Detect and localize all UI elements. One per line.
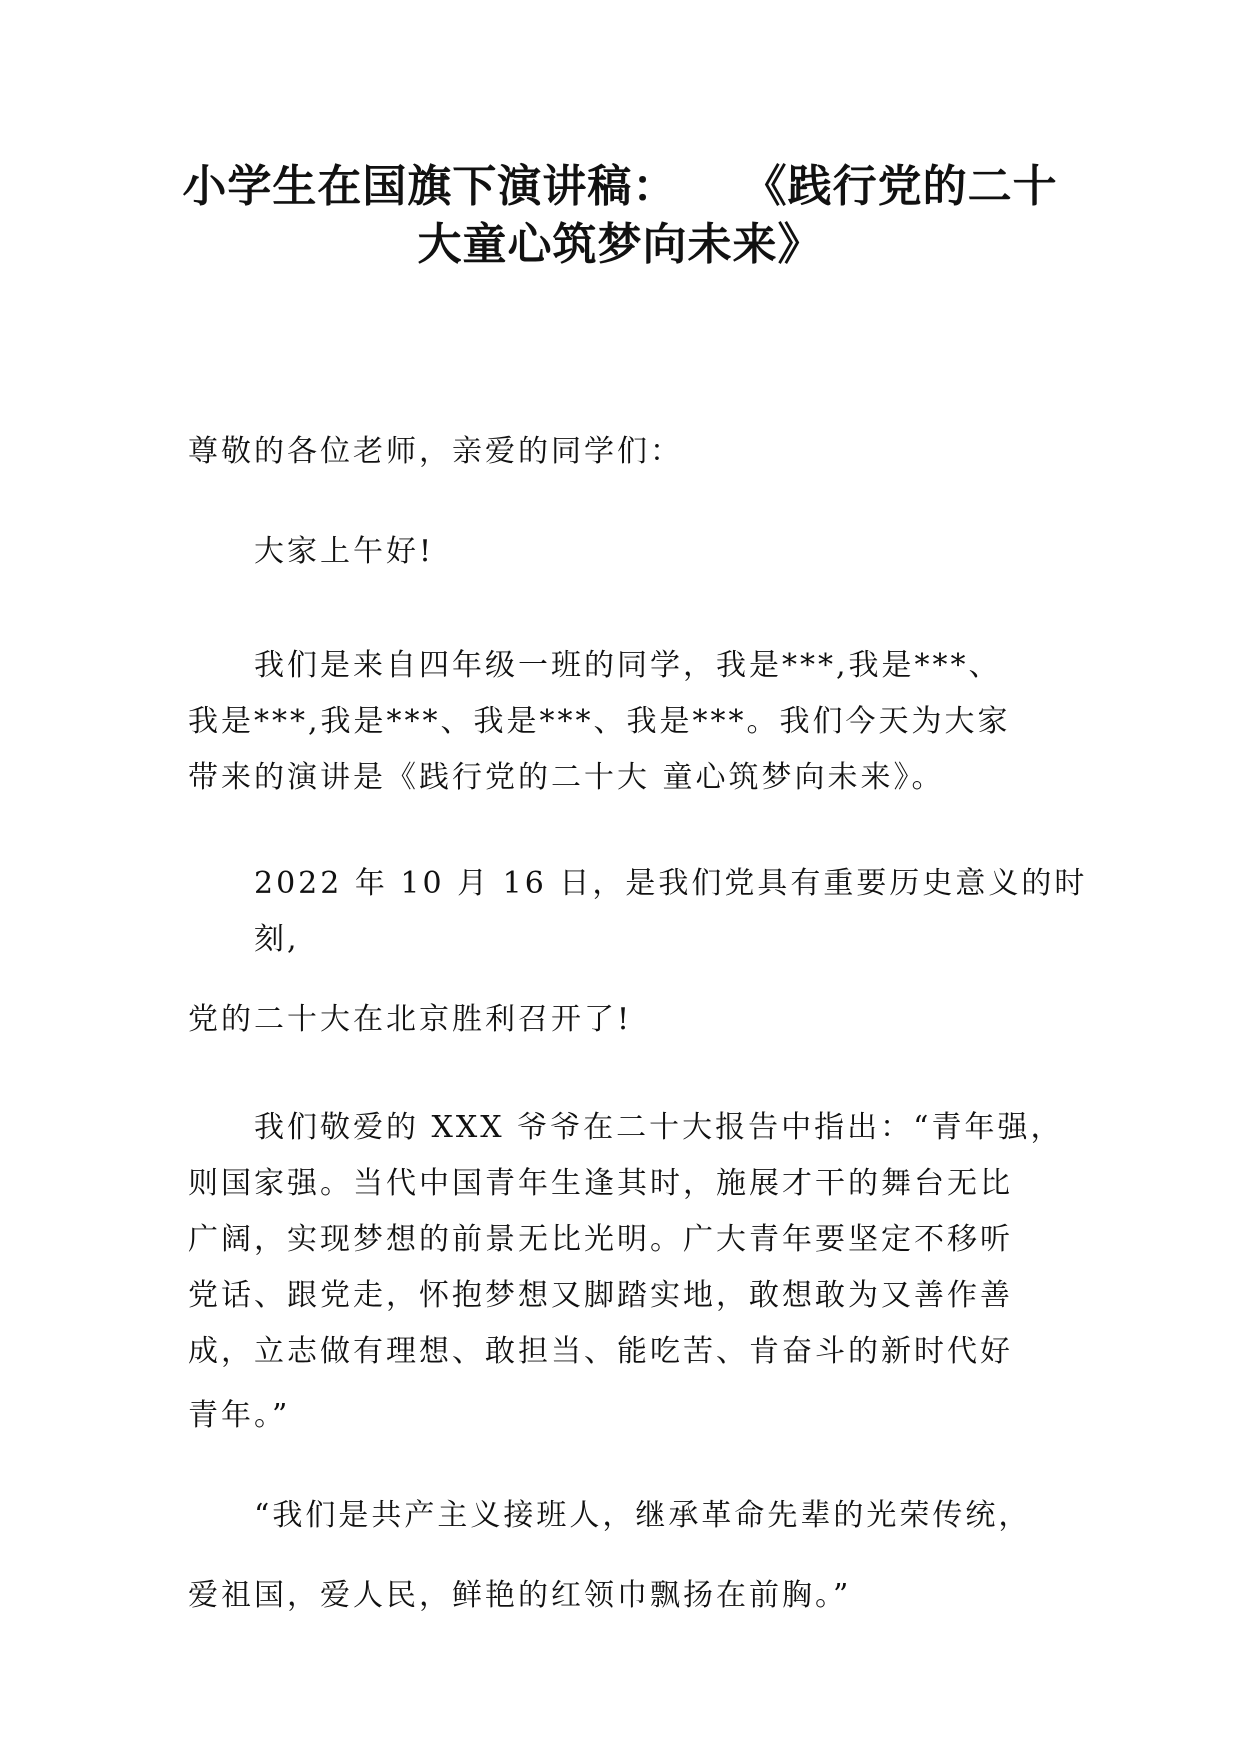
salutation-text: 尊敬的各位老师，亲爱的同学们：: [188, 434, 683, 469]
greeting: [188, 532, 1068, 572]
quote-line-6: 青年。”: [188, 1398, 291, 1433]
document-title: [150, 158, 1090, 274]
quote-line-3: 广阔，实现梦想的前景无比光明。广大青年要坚定不移听: [188, 1222, 1013, 1257]
congress-text: 党的二十大在北京胜利召开了!: [188, 1002, 633, 1037]
quote-line-4: 党话、跟党走，怀抱梦想又脚踏实地，敢想敢为又善作善: [188, 1278, 1013, 1313]
song-line-2: 爱祖国，爱人民，鲜艳的红领巾飘扬在前胸。”: [188, 1578, 852, 1613]
date-paragraph: [188, 856, 1088, 968]
date-line-2: 刻,: [254, 922, 300, 957]
date-line-1: 2022 年 10 月 16 日，是我们党具有重要历史意义的时: [254, 866, 1088, 901]
song-line-1: “我们是共产主义接班人，继承革命先辈的光荣传统，: [254, 1498, 1032, 1533]
quote-line-1: 我们敬爱的 XXX 爷爷在二十大报告中指出：“青年强，: [254, 1110, 1064, 1145]
quote-line-5: 成，立志做有理想、敢担当、能吃苦、肯奋斗的新时代好: [188, 1334, 1013, 1369]
intro-line-1: 我们是来自四年级一班的同学，我是***,我是***、: [254, 648, 1002, 683]
title-line-2: 大童心筑梦向未来》: [417, 219, 823, 270]
greeting-text: 大家上午好!: [254, 534, 435, 569]
title-line-1: 小学生在国旗下演讲稿： 《践行党的二十: [182, 161, 1058, 212]
quote-line-2: 则国家强。当代中国青年生逢其时，施展才干的舞台无比: [188, 1166, 1013, 1201]
salutation: [188, 432, 1068, 472]
quote-paragraph: [188, 1100, 1068, 1444]
intro-line-3: 带来的演讲是《践行党的二十大 童心筑梦向未来》。: [188, 760, 945, 795]
intro-paragraph: [188, 638, 1068, 806]
song-paragraph: [188, 1476, 1068, 1636]
intro-line-2: 我是***,我是***、我是***、我是***。我们今天为大家: [188, 704, 1011, 739]
congress-paragraph: [188, 1000, 1068, 1040]
